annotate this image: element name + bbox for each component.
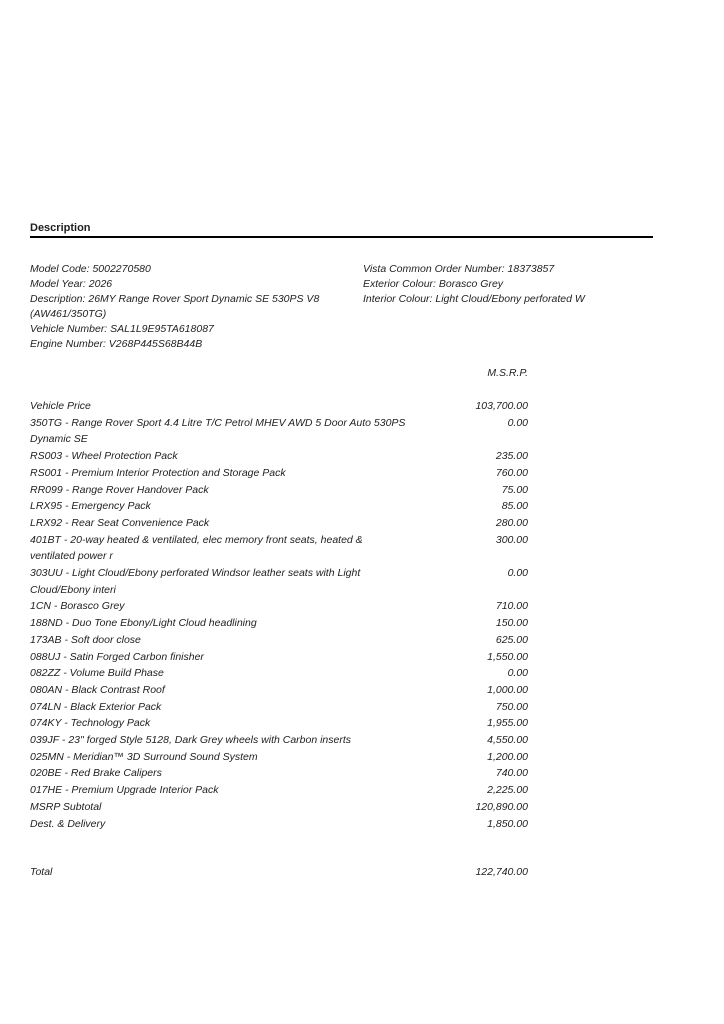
line-item-description: 1CN - Borasco Grey: [30, 600, 125, 613]
info-line: Vista Common Order Number: 18373857: [363, 263, 555, 275]
line-item-row: [30, 715, 528, 732]
line-items: [30, 398, 528, 832]
info-line: Model Year: 2026: [30, 278, 113, 290]
line-item-price: 75.00: [501, 483, 528, 496]
line-item-row: [30, 816, 528, 833]
line-item-description: 074KY - Technology Pack: [30, 717, 151, 730]
line-item-description: LRX92 - Rear Seat Convenience Pack: [30, 516, 210, 529]
line-item-price: 150.00: [495, 617, 528, 630]
line-item-price: 280.00: [495, 516, 528, 529]
line-item-price: 300.00: [495, 533, 528, 546]
vehicle-info-block: [30, 262, 653, 352]
line-item-description: 080AN - Black Contrast Roof: [30, 683, 165, 696]
total-row: [30, 864, 528, 881]
line-item-description: 017HE - Premium Upgrade Interior Pack: [30, 784, 219, 797]
line-item-price: 4,550.00: [487, 734, 528, 747]
line-item-row: [30, 615, 528, 632]
line-item-row: [30, 799, 528, 816]
line-item-price: 120,890.00: [475, 800, 528, 813]
line-item-price: 710.00: [495, 600, 528, 613]
line-item-row: [30, 765, 528, 782]
line-item-description: 401BT - 20-way heated & ventilated, elec memory front seats, heated & ventilated power r: [30, 533, 363, 563]
line-item-price: 1,000.00: [487, 683, 528, 696]
line-item-price: 1,200.00: [487, 750, 528, 763]
line-item-price: 1,850.00: [487, 817, 528, 830]
info-line: Interior Colour: Light Cloud/Ebony perforated W: [363, 293, 585, 305]
line-item-row: [30, 448, 528, 465]
total-section: [30, 864, 528, 881]
line-item-price: 0.00: [507, 416, 528, 429]
line-item-description: 039JF - 23" forged Style 5128, Dark Grey wheels with Carbon inserts: [30, 734, 352, 747]
info-line: Vehicle Number: SAL1L9E95TA618087: [30, 323, 214, 335]
vehicle-info-left-column: [30, 262, 363, 352]
line-item-description: 020BE - Red Brake Calipers: [30, 767, 162, 780]
line-item-row: [30, 782, 528, 799]
line-item-description: RS001 - Premium Interior Protection and Storage Pack: [30, 466, 286, 479]
line-item-description: 173AB - Soft door close: [30, 633, 141, 646]
line-item-row: [30, 598, 528, 615]
line-item-row: [30, 515, 528, 532]
line-item-row: [30, 532, 528, 565]
line-item-price: 2,225.00: [487, 784, 528, 797]
line-item-price: 760.00: [495, 466, 528, 479]
line-item-price: 625.00: [495, 633, 528, 646]
line-item-description: 188ND - Duo Tone Ebony/Light Cloud headlining: [30, 617, 257, 630]
line-item-row: [30, 732, 528, 749]
line-item-price: 103,700.00: [475, 400, 528, 412]
line-item-description: 303UU - Light Cloud/Ebony perforated Windsor leather seats with Light Cloud/Ebony interi: [30, 567, 361, 596]
line-item-row: [30, 699, 528, 716]
line-item-price: 750.00: [495, 700, 528, 713]
line-item-price: 85.00: [501, 500, 528, 513]
line-item-row: [30, 749, 528, 766]
line-item-row: [30, 398, 528, 415]
line-item-price: 0.00: [507, 567, 528, 580]
line-item-description: 088UJ - Satin Forged Carbon finisher: [30, 650, 204, 663]
line-item-row: [30, 632, 528, 649]
info-line: Engine Number: V268P445S68B44B: [30, 338, 203, 350]
line-item-price: 740.00: [495, 767, 528, 780]
section-title: Description: [30, 222, 653, 238]
total-label: Total: [30, 866, 53, 879]
line-item-description: 025MN - Meridian™ 3D Surround Sound System: [30, 750, 258, 763]
info-line: Model Code: 5002270580: [30, 263, 151, 275]
price-column-header: M.S.R.P.: [487, 367, 528, 379]
line-item-row: [30, 665, 528, 682]
line-item-description: LRX95 - Emergency Pack: [30, 500, 151, 513]
line-item-price: 1,550.00: [487, 650, 528, 663]
line-item-row: [30, 649, 528, 666]
line-item-price: 1,955.00: [487, 717, 528, 730]
total-price: 122,740.00: [475, 866, 528, 879]
document-content: [30, 222, 653, 881]
vehicle-info-right-column: [363, 262, 653, 352]
info-line: Exterior Colour: Borasco Grey: [363, 278, 504, 290]
line-item-description: 074LN - Black Exterior Pack: [30, 700, 162, 713]
line-item-row: [30, 565, 528, 598]
line-item-description: 350TG - Range Rover Sport 4.4 Litre T/C Petrol MHEV AWD 5 Door Auto 530PS Dynamic SE: [30, 416, 406, 446]
line-item-row: [30, 465, 528, 482]
line-item-description: Vehicle Price: [30, 400, 91, 412]
line-item-description: RR099 - Range Rover Handover Pack: [30, 483, 209, 496]
line-item-row: [30, 482, 528, 499]
line-item-description: MSRP Subtotal: [30, 800, 102, 813]
line-item-row: [30, 415, 528, 448]
line-item-price: 235.00: [495, 450, 528, 463]
line-item-description: Dest. & Delivery: [30, 817, 106, 830]
line-item-row: [30, 498, 528, 515]
line-item-price: 0.00: [507, 667, 528, 680]
line-item-description: RS003 - Wheel Protection Pack: [30, 450, 178, 463]
line-item-row: [30, 682, 528, 699]
info-line: Description: 26MY Range Rover Sport Dynamic SE 530PS V8 (AW461/350TG): [30, 293, 320, 320]
line-item-description: 082ZZ - Volume Build Phase: [30, 667, 164, 680]
